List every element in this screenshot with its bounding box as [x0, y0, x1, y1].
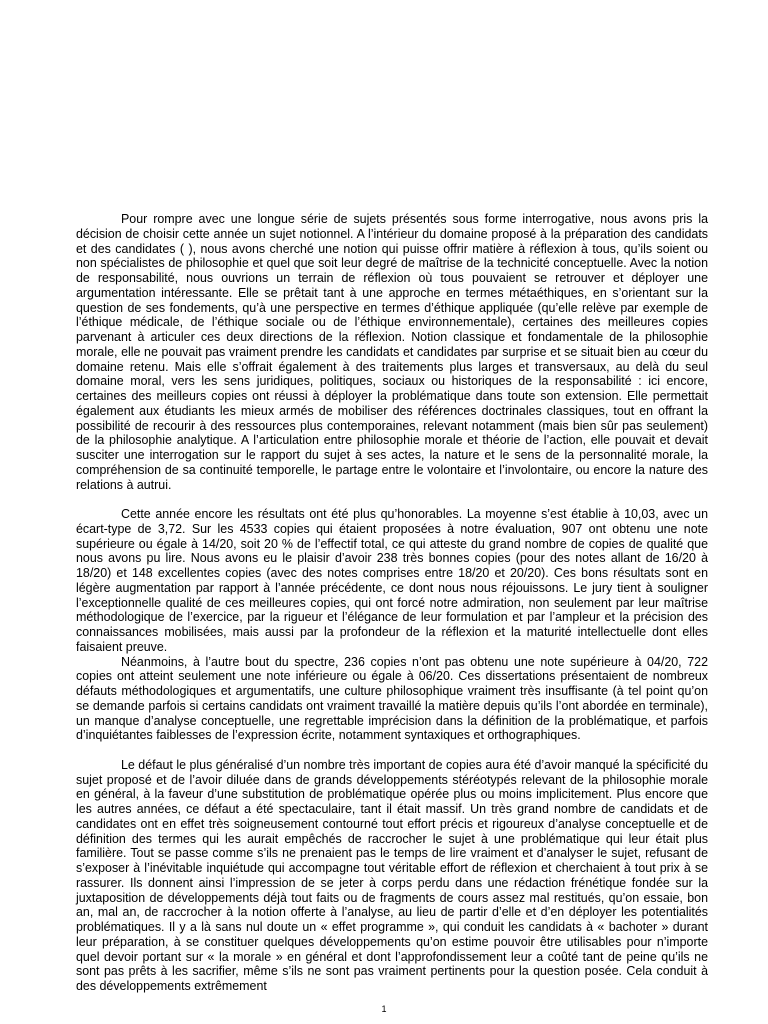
page-number: 1: [381, 1004, 387, 1014]
paragraph-weak-copies: Néanmoins, à l’autre bout du spectre, 236 copies n’ont pas obtenu une note supérieure à 04/20, 722 copies ont atteint seulement une note inférieure ou égale à 06/20. Ces dissertations présentaient de nombreux défauts méthodologiques et argumentatifs, une culture philosophique vraiment très insuffisante (à tel point qu’on se demande parfois si certains candidats ont vraiment travaillé la matière depuis qu’ils l’ont abordée en terminale), un manque d’analyse conceptuelle, une regrettable imprécision dans la définition de la problématique, et parfois d’inquiétantes faiblesses de l’expression écrite, notamment syntaxiques et orthographiques.: [76, 654, 708, 743]
paragraph-results: Cette année encore les résultats ont été plus qu’honorables. La moyenne s’est établie à 10,03, avec un écart-type de 3,72. Sur les 4533 copies qui étaient proposées à notre évaluation, 907 ont obtenu une note supérieure ou égale à 14/20, soit 20 % de l’effectif total, ce qui atteste du grand nombre de copies de qualité que nous avons pu lire. Nous avons eu le plaisir d’avoir 238 très bonnes copies (pour des notes allant de 16/20 à 18/20) et 148 excellentes copies (avec des notes comprises entre 18/20 et 20/20). Ces bons résultats sont en légère augmentation par rapport à l’année précédente, ce dont nous nous réjouissons. Le jury tient à souligner l’exceptionnelle qualité de ces meilleures copies, qui ont forcé notre admiration, non seulement par leur maîtrise méthodologique de l’exercice, par la rigueur et l’élégance de leur formulation et par l’ampleur et la précision des connaissances mobilisées, mais aussi par la profondeur de la réflexion et la maturité intellectuelle dont elles faisaient preuve.: [76, 507, 708, 654]
body-text: [76, 212, 708, 994]
paragraph-intro: Pour rompre avec une longue série de sujets présentés sous forme interrogative, nous avons pris la décision de choisir cette année un sujet notionnel. A l’intérieur du domaine proposé à la préparation des candidats et des candidates ( ), nous avons cherché une notion qui puisse offrir matière à réflexion à tous, qu’ils soient ou non spécialistes de philosophie et quel que soit leur degré de maîtrise de la technicité conceptuelle. Avec la notion de responsabilité, nous ouvrions un terrain de réflexion où tous pouvaient se retrouver et déployer une argumentation intéressante. Elle se prêtait tant à une approche en termes métaéthiques, en s’orientant sur la question de ses fondements, qu’à une perspective en termes d’éthique appliquée (qu’elle relève par exemple de l’éthique médicale, de l’éthique sociale ou de l’éthique environnementale), certaines des meilleures copies parvenant à articuler ces deux directions de la réflexion. Notion classique et fondamentale de la philosophie morale, elle ne pouvait pas vraiment prendre les candidats et candidates par surprise et se situait bien au cœur du domaine retenu. Mais elle s’offrait également à des traitements plus larges et transversaux, au delà du seul domaine moral, vers les sens juridiques, politiques, sociaux ou historiques de la responsabilité : ici encore, certaines des meilleurs copies ont réussi à déployer la problématique dans toute son extension. Elle permettait également aux étudiants les mieux armés de mobiliser des références doctrinales classiques, tout en offrant la possibilité de recourir à des ressources plus contemporaines, relevant notamment (mais bien sûr pas seulement) de la philosophie analytique. A l’articulation entre philosophie morale et théorie de l’action, elle pouvait et devait susciter une interrogation sur le rapport du sujet à ses actes, la nature et le sens de la personnalité morale, la compréhension de sa continuité temporelle, le partage entre le volontaire et l’involontaire, ou encore la nature des relations à autrui.: [76, 212, 708, 492]
paragraph-main-defect: Le défaut le plus généralisé d’un nombre très important de copies aura été d’avoir manqué la spécificité du sujet proposé et de l’avoir diluée dans de grands développements stéréotypés relevant de la philosophie morale en général, à la faveur d’une substitution de problématique opérée plus ou moins implicitement. Plus encore que les autres années, ce défaut a été spectaculaire, tant il était massif. Un très grand nombre de candidats et de candidates ont en effet très soigneusement contourné tout effort précis et rigoureux d’analyse conceptuelle et de définition des termes qui les aurait empêchés de raccrocher le sujet à une problématique qui leur était plus familière. Tout se passe comme s’ils ne prenaient pas le temps de lire vraiment et d’analyser le sujet, refusant de s’exposer à l’inévitable inquiétude qui accompagne tout véritable effort de réflexion et cherchaient à tout prix à se rassurer. Ils donnent ainsi l’impression de se jeter à corps perdu dans une rédaction frénétique fondée sur la juxtaposition de développements déjà tout faits ou de fragments de cours assez mal restitués, qu’on essaie, bon an, mal an, de raccrocher à la notion offerte à l’analyse, au lieu de partir d’elle et d’en déployer les potentialités problématiques. Il y a là sans nul doute un « effet programme », qui conduit les candidats à « bachoter » durant leur préparation, à se constituer quelques développements qu’on estime pouvoir être utilisables pour n’importe quel devoir portant sur « la morale » en général et dont l’approfondissement leur a coûté tant de peine qu’ils ne sont pas prêts à les sacrifier, même s’ils ne sont pas vraiment pertinents pour la question posée. Cela conduit à des développements extrêmement: [76, 757, 708, 993]
